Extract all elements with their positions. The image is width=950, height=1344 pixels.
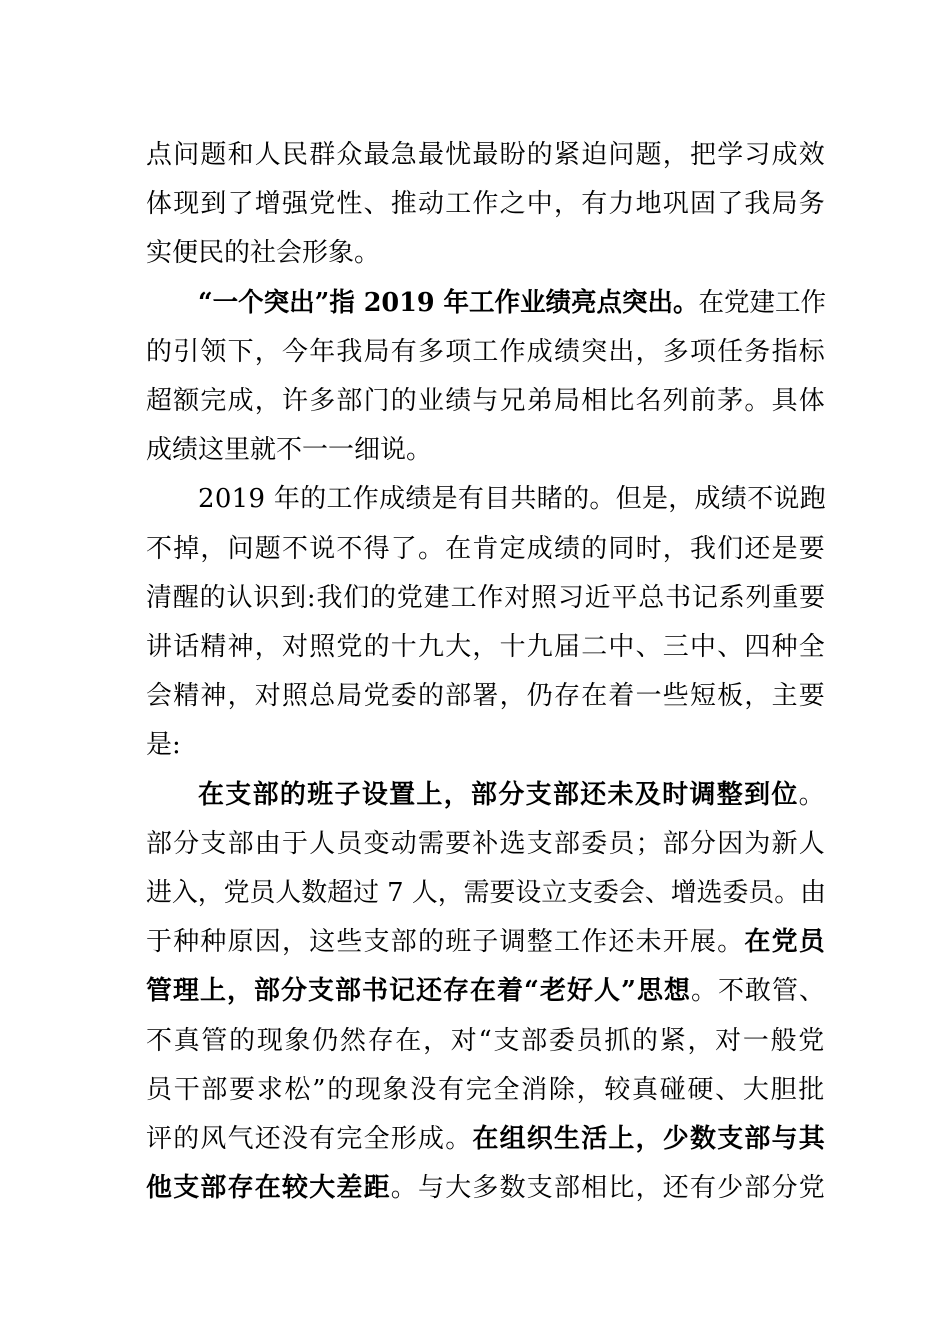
text-line [146,133,826,177]
bold-text-segment: 他支部存在较大差距 [146,1173,391,1204]
text-segment: 。不敢管、 [690,976,826,1007]
line-content [146,231,380,275]
line-content [146,330,826,374]
line-content [146,969,826,1013]
text-line [146,822,826,866]
line-content [146,625,826,669]
text-line [146,330,826,374]
bold-text-segment: 管理上，部分支部书记还存在着“老好人”思想 [146,976,691,1007]
text-segment: 2019 年的工作成绩是有目共睹的。但是，成绩不说跑 [198,484,826,515]
text-segment: 讲话精神，对照党的十九大，十九届二中、三中、四种全 [146,632,826,662]
text-line [146,428,826,472]
text-segment: 实便民的社会形象。 [146,238,381,269]
text-segment: 部分支部由于人员变动需要补选支部委员；部分因为新人 [146,828,826,859]
text-line [198,773,826,817]
text-line [146,674,826,718]
text-segment: 是: [146,730,181,761]
text-segment: 评的风气还没有完全形成。 [146,1124,473,1154]
text-segment: 不真管的现象仍然存在，对“支部委员抓的紧，对一般党 [146,1025,826,1056]
text-segment: 体现到了增强党性、推动工作之中，有力地巩固了我局务 [146,189,826,220]
text-line [198,281,826,325]
text-segment: 超额完成，许多部门的业绩与兄弟局相比名列前茅。具体 [146,386,826,416]
text-line [146,231,826,275]
text-line [146,576,826,620]
text-segment: 于种种原因，这些支部的班子调整工作还未开展。 [146,927,745,958]
text-segment: 会精神，对照总局党委的部署，仍存在着一些短板，主要 [146,681,826,712]
text-segment: 进入，党员人数超过 7 人，需要设立支委会、增选委员。由 [146,878,826,908]
text-segment: 。与大多数支部相比，还有少部分党 [390,1173,826,1204]
text-line [146,379,826,423]
text-line [146,527,826,571]
line-content [146,1117,826,1161]
line-content [146,182,826,226]
text-line [146,182,826,226]
text-segment: 点问题和人民群众最急最忧最盼的紧迫问题，把学习成效 [146,140,826,170]
text-segment: 员干部要求松”的现象没有完全消除，较真碰硬、大胆批 [146,1074,826,1105]
bold-text-segment: 在组织生活上，少数支部与其 [472,1124,826,1154]
line-content [146,871,826,915]
text-line [146,723,826,767]
line-content [198,477,826,521]
text-line [146,1019,826,1063]
line-content [146,527,826,571]
line-content [146,379,826,423]
line-content [146,576,826,620]
text-segment: 在党建工作 [698,287,826,318]
line-content [146,1019,826,1063]
text-line [146,969,826,1013]
line-content [146,920,826,964]
line-content [146,1166,826,1210]
line-content [198,281,826,325]
text-line [146,920,826,964]
text-segment: 的引领下，今年我局有多项工作成绩突出，多项任务指标 [146,336,826,367]
text-segment: 清醒的认识到:我们的党建工作对照习近平总书记系列重要 [146,582,826,613]
text-segment: 。 [798,779,826,810]
line-content [146,822,826,866]
text-line [146,1166,826,1210]
line-content [146,133,826,177]
text-segment: 不掉，问题不说不得了。在肯定成绩的同时，我们还是要 [146,533,826,564]
line-content [146,428,432,472]
text-line [146,871,826,915]
bold-text-segment: 在党员 [744,927,826,958]
line-content [146,723,181,767]
line-content [146,1068,826,1112]
line-content [146,674,826,718]
text-segment: 成绩这里就不一一细说。 [146,435,433,466]
bold-text-segment: 在支部的班子设置上，部分支部还未及时调整到位 [198,779,799,810]
bold-text-segment: “一个突出”指 2019 年工作业绩亮点突出。 [198,287,699,318]
text-line [146,625,826,669]
text-line [146,1117,826,1161]
text-line [146,1068,826,1112]
text-line [198,477,826,521]
line-content [198,773,826,817]
